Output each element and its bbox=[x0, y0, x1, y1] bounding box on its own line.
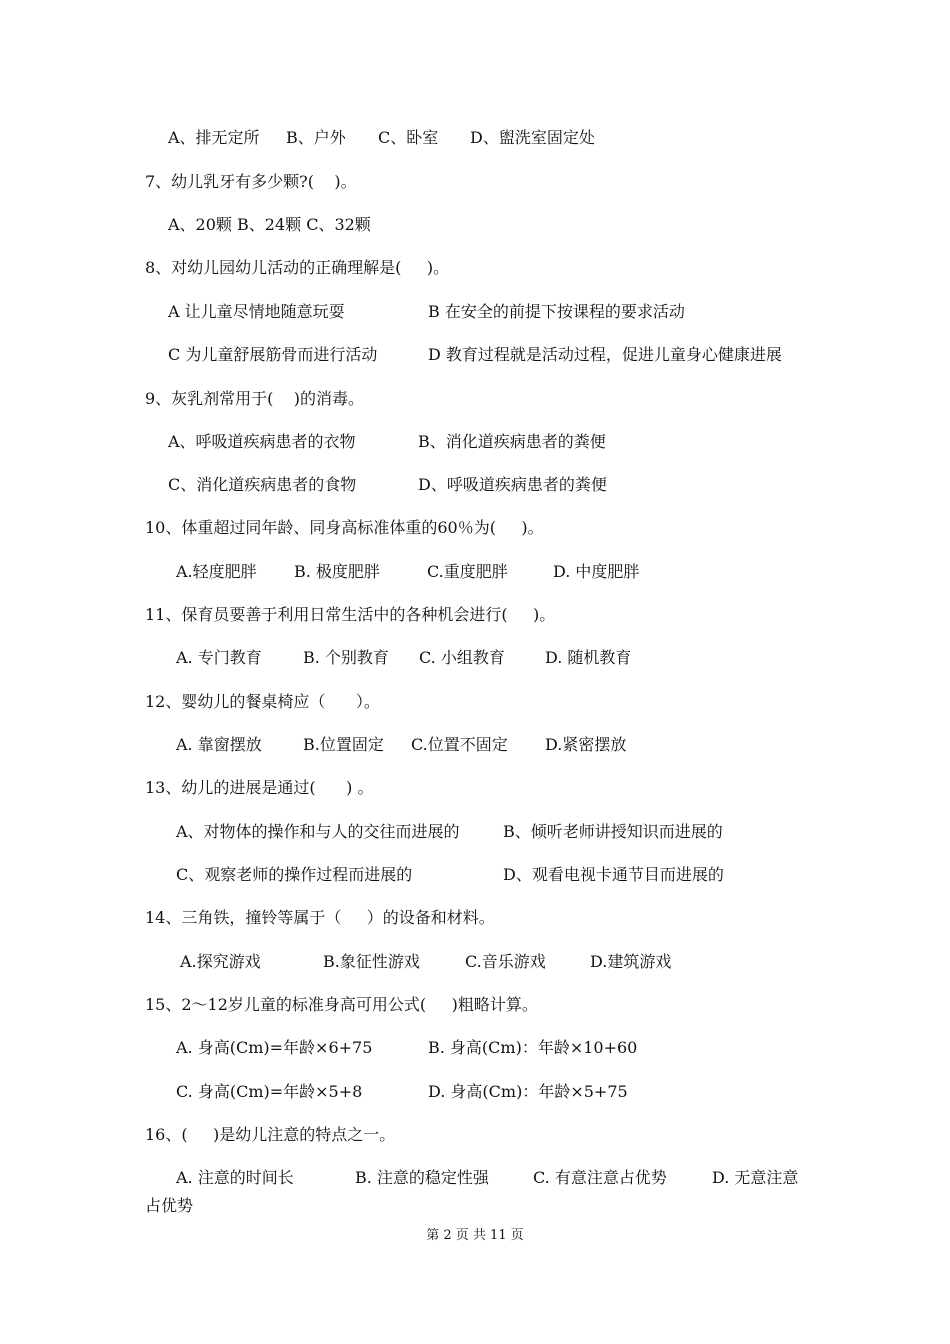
answer-option: C、消化道疾病患者的食物 bbox=[168, 475, 357, 494]
answer-option: D、盥洗室固定处 bbox=[470, 128, 595, 147]
page-footer: 第 2 页 共 11 页 bbox=[426, 1228, 524, 1243]
answer-option: A、呼吸道疾病患者的衣物 bbox=[168, 432, 356, 451]
answer-option: C、观察老师的操作过程而进展的 bbox=[176, 865, 413, 884]
answer-option: C 为儿童舒展筋骨而进行活动 bbox=[168, 345, 378, 364]
answer-option: B.位置固定 bbox=[303, 735, 384, 754]
question-text: 7、幼儿乳牙有多少颗?( )。 bbox=[145, 172, 357, 191]
answer-option: C、卧室 bbox=[378, 128, 439, 147]
answer-option: A、20颗 B、24颗 C、32颗 bbox=[168, 215, 371, 234]
answer-option: B. 身高(Cm)：年龄×10+60 bbox=[428, 1038, 638, 1057]
answer-option: C. 身高(Cm)=年龄×5+8 bbox=[176, 1082, 363, 1101]
answer-option: D. 中度肥胖 bbox=[553, 562, 640, 581]
question-text: 9、灰乳剂常用于( )的消毒。 bbox=[145, 389, 365, 408]
answer-option: B.象征性游戏 bbox=[323, 952, 420, 971]
answer-option: D. 随机教育 bbox=[545, 648, 632, 667]
question-text: 15、2～12岁儿童的标准身高可用公式( )粗略计算。 bbox=[145, 995, 538, 1014]
question-text: 16、( )是幼儿注意的特点之一。 bbox=[145, 1125, 396, 1144]
answer-option: A. 靠窗摆放 bbox=[176, 735, 262, 754]
answer-option: A.探究游戏 bbox=[180, 952, 261, 971]
answer-option: A、对物体的操作和与人的交往而进展的 bbox=[176, 822, 460, 841]
question-text: 13、幼儿的进展是通过( ) 。 bbox=[145, 778, 374, 797]
answer-option: A、排无定所 bbox=[168, 128, 260, 147]
answer-option: B. 极度肥胖 bbox=[294, 562, 380, 581]
answer-option: A.轻度肥胖 bbox=[176, 562, 257, 581]
answer-option: B. 个别教育 bbox=[303, 648, 389, 667]
answer-option: D.建筑游戏 bbox=[590, 952, 672, 971]
question-text: 11、保育员要善于利用日常生活中的各种机会进行( )。 bbox=[145, 605, 556, 624]
answer-option: D、观看电视卡通节目而进展的 bbox=[503, 865, 724, 884]
answer-option: A. 专门教育 bbox=[176, 648, 262, 667]
question-text: 10、体重超过同年龄、同身高标准体重的60％为( )。 bbox=[145, 518, 544, 537]
answer-option: B、户外 bbox=[286, 128, 346, 147]
question-text: 8、对幼儿园幼儿活动的正确理解是( )。 bbox=[145, 258, 450, 277]
question-text: 14、三角铁，撞铃等属于（ ）的设备和材料。 bbox=[145, 908, 495, 927]
question-text: 占优势 bbox=[145, 1196, 194, 1215]
question-text: 12、婴幼儿的餐桌椅应（ ）。 bbox=[145, 692, 380, 711]
answer-option: D. 身高(Cm)：年龄×5+75 bbox=[428, 1082, 628, 1101]
answer-option: C.音乐游戏 bbox=[465, 952, 546, 971]
answer-option: C. 小组教育 bbox=[419, 648, 505, 667]
answer-option: B. 注意的稳定性强 bbox=[355, 1168, 489, 1187]
answer-option: C. 有意注意占优势 bbox=[533, 1168, 667, 1187]
answer-option: D. 无意注意 bbox=[712, 1168, 799, 1187]
answer-option: D 教育过程就是活动过程，促进儿童身心健康进展 bbox=[428, 345, 782, 364]
answer-option: D.紧密摆放 bbox=[545, 735, 627, 754]
answer-option: A. 注意的时间长 bbox=[176, 1168, 294, 1187]
answer-option: A 让儿童尽情地随意玩耍 bbox=[168, 302, 345, 321]
answer-option: C.位置不固定 bbox=[411, 735, 508, 754]
answer-option: B、消化道疾病患者的粪便 bbox=[418, 432, 606, 451]
answer-option: B、倾听老师讲授知识而进展的 bbox=[503, 822, 723, 841]
answer-option: C.重度肥胖 bbox=[427, 562, 508, 581]
answer-option: D、呼吸道疾病患者的粪便 bbox=[418, 475, 607, 494]
answer-option: A. 身高(Cm)=年龄×6+75 bbox=[176, 1038, 373, 1057]
answer-option: B 在安全的前提下按课程的要求活动 bbox=[428, 302, 685, 321]
